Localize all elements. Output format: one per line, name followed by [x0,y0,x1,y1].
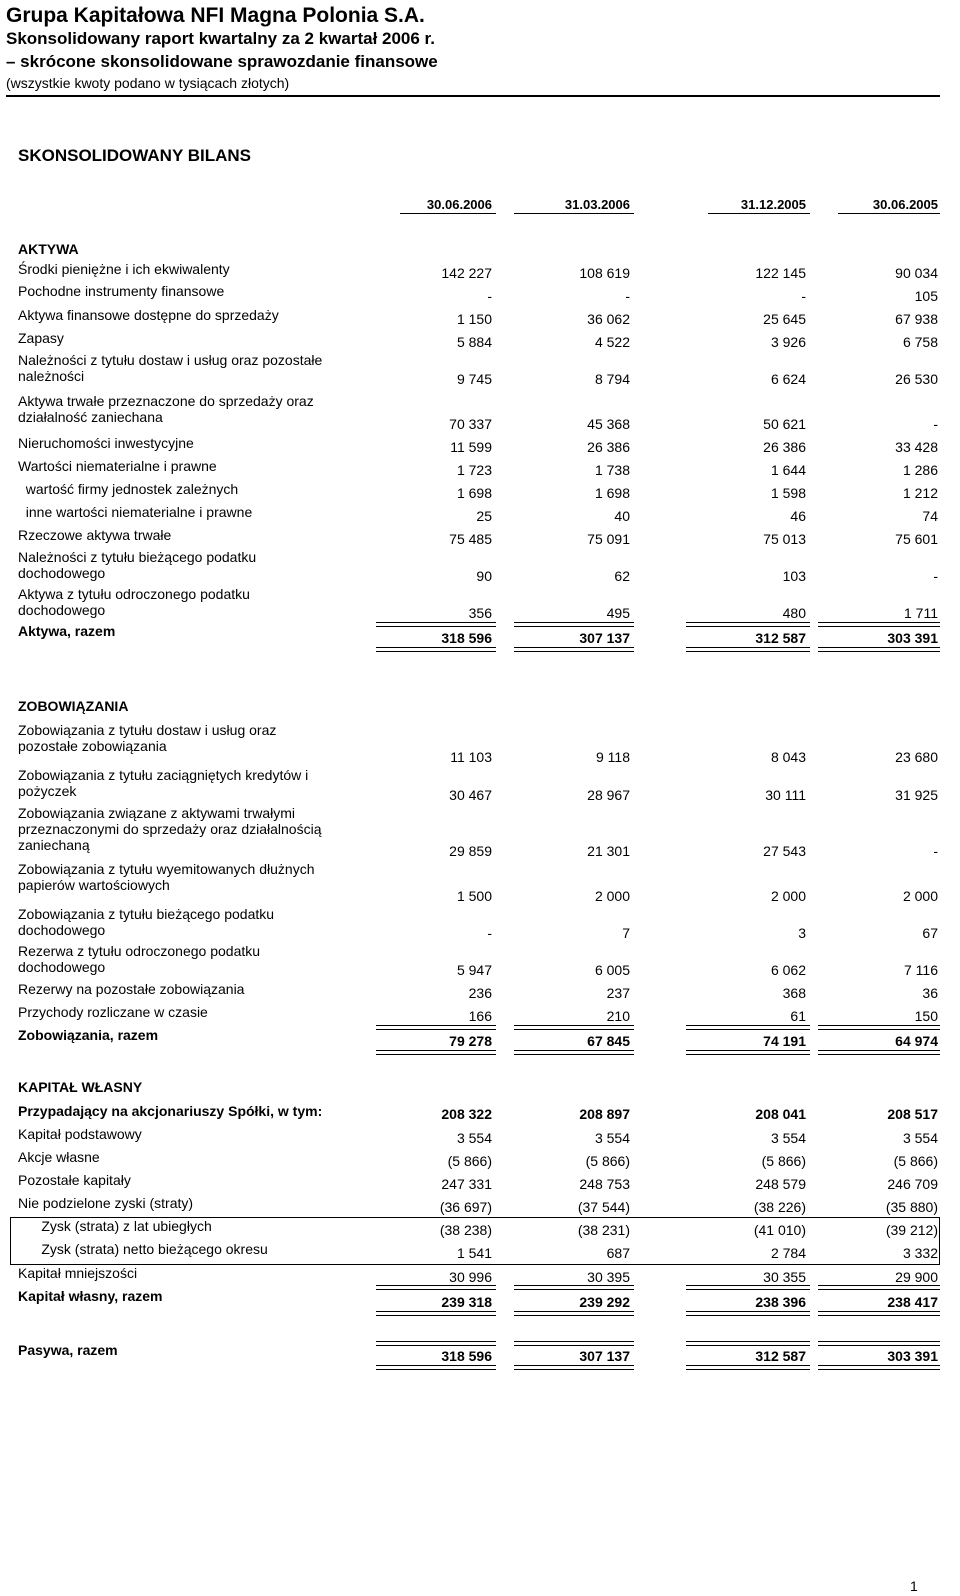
row-value: 1 286 [902,462,938,478]
row-value: 67 938 [895,311,938,327]
row-value: 1 644 [770,462,806,478]
row-value: 5 884 [456,334,492,350]
row-value: 1 698 [594,485,630,501]
row-label: inne wartości niematerialne i prawne [18,504,253,520]
row-value: 246 709 [887,1176,938,1192]
row-value: 30 355 [763,1269,806,1285]
row-value: 166 [468,1008,492,1024]
row-label: Pochodne instrumenty finansowe [18,283,225,299]
total-rule [686,1285,810,1290]
row-value: 687 [606,1245,630,1261]
row-value: - [625,288,630,304]
row-value: - [933,568,938,584]
total-rule [376,1311,496,1316]
row-label: Kapitał podstawowy [18,1126,142,1142]
row-value: 237 [606,985,630,1001]
row-value: 236 [468,985,492,1001]
row-label: Zobowiązania z tytułu dostaw i usług oraz pozostałe zobowiązania [18,722,277,754]
total-rule [686,647,810,652]
row-value: (38 238) [439,1222,492,1238]
total-rule [686,1341,810,1346]
row-value: 7 [622,925,630,941]
row-value: 1 738 [594,462,630,478]
row-value: 33 428 [895,439,938,455]
row-label: Akcje własne [18,1149,100,1165]
row-value: - [933,416,938,432]
row-value: 4 522 [594,334,630,350]
row-value: 1 212 [902,485,938,501]
row-label: Kapitał mniejszości [18,1265,138,1281]
row-value: 108 619 [579,265,630,281]
row-label: Należności z tytułu bieżącego podatku dochodowego [18,549,257,581]
total-value: 208 041 [755,1106,806,1122]
row-value: 6 758 [902,334,938,350]
column-header: 31.03.2006 [564,197,630,212]
row-value: 61 [790,1008,806,1024]
row-value: - [933,843,938,859]
row-label: Rezerwy na pozostałe zobowiązania [18,981,245,997]
row-value: 1 698 [456,485,492,501]
row-value: 210 [606,1008,630,1024]
row-value: 25 645 [763,311,806,327]
row-value: 103 [782,568,806,584]
row-value: 150 [914,1008,938,1024]
report-subtitle: – skrócone skonsolidowane sprawozdanie finansowe [6,52,438,71]
total-label: Przypadający na akcjonariuszy Spółki, w tym: [18,1103,323,1119]
column-header-rule [838,213,940,214]
row-value: 11 599 [450,439,492,455]
row-value: 27 543 [763,843,806,859]
row-label: Nieruchomości inwestycyjne [18,435,194,451]
row-value: 248 753 [579,1176,630,1192]
row-value: 23 680 [895,749,938,765]
column-header: 31.12.2005 [740,197,806,212]
row-value: 1 598 [770,485,806,501]
total-value: 238 396 [755,1294,806,1310]
total-rule [514,1365,634,1370]
total-value: 74 191 [763,1033,806,1049]
total-value: 79 278 [449,1033,492,1049]
row-label: Przychody rozliczane w czasie [18,1004,208,1020]
total-value: 239 318 [441,1294,492,1310]
row-value: 3 332 [902,1245,938,1261]
row-value: 3 [798,925,806,941]
total-rule [376,1050,496,1055]
row-value: 36 062 [587,311,630,327]
row-label: Pozostałe kapitały [18,1172,131,1188]
header-rule [6,95,940,97]
row-value: 105 [914,288,938,304]
total-rule [818,1285,940,1290]
row-value: 31 925 [895,787,938,803]
row-value: 30 395 [587,1269,630,1285]
row-value: 2 000 [902,888,938,904]
row-label: Zobowiązania z tytułu wyemitowanych dłużnych papierów wartościowych [18,861,315,893]
row-value: 9 745 [456,371,492,387]
column-header-rule [708,213,810,214]
row-value: 122 145 [755,265,806,281]
row-value: 28 967 [587,787,630,803]
row-value: 2 000 [594,888,630,904]
amounts-note: (wszystkie kwoty podano w tysiącach złotych) [6,75,290,91]
row-value: - [801,288,806,304]
page-number: 1 [910,1578,918,1594]
row-label: Rzeczowe aktywa trwałe [18,527,172,543]
total-value: 312 587 [755,630,806,646]
row-value: 368 [782,985,806,1001]
total-rule [514,1285,634,1290]
row-value: 26 386 [587,439,630,455]
company-title: Grupa Kapitałowa NFI Magna Polonia S.A. [6,4,425,27]
row-label: Aktywa finansowe dostępne do sprzedaży [18,307,279,323]
total-rule [686,1025,810,1030]
liabilities-heading: ZOBOWIĄZANIA [18,698,129,714]
total-rule [376,1285,496,1290]
total-rule [376,647,496,652]
total-rule [376,1365,496,1370]
row-value: 1 541 [456,1245,492,1261]
row-value: - [487,925,492,941]
row-value: 30 111 [765,787,806,803]
column-header-rule [514,213,634,214]
total-value: 307 137 [579,1348,630,1364]
total-value: 208 897 [579,1106,630,1122]
row-value: 142 227 [441,265,492,281]
total-rule [376,622,496,627]
row-value: (36 697) [439,1199,492,1215]
row-value: 3 554 [902,1130,938,1146]
row-value: 9 118 [596,749,630,765]
total-rule [818,1311,940,1316]
row-value: 356 [468,605,492,621]
row-value: (37 544) [577,1199,630,1215]
row-value: 90 034 [895,265,938,281]
row-label: Należności z tytułu dostaw i usług oraz pozostałe należności [18,352,323,384]
row-value: (5 866) [585,1153,630,1169]
row-value: 1 150 [456,311,492,327]
total-value: 318 596 [441,1348,492,1364]
total-rule [376,1025,496,1030]
total-value: 312 587 [755,1348,806,1364]
total-value: 208 322 [441,1106,492,1122]
row-value: 62 [614,568,630,584]
total-rule [686,622,810,627]
total-value: 238 417 [887,1294,938,1310]
row-value: 7 116 [904,962,938,978]
row-value: 29 859 [449,843,492,859]
row-value: 3 926 [770,334,806,350]
row-value: (5 866) [893,1153,938,1169]
total-rule [818,1025,940,1030]
assets-heading: AKTYWA [18,241,79,257]
row-label: Aktywa z tytułu odroczonego podatku dochodowego [18,586,250,618]
total-value: 239 292 [579,1294,630,1310]
row-value: (38 231) [577,1222,630,1238]
total-label: Pasywa, razem [18,1342,118,1358]
row-value: 26 386 [763,439,806,455]
row-value: 40 [614,508,630,524]
row-value: 2 784 [770,1245,806,1261]
row-value: 6 624 [770,371,806,387]
total-rule [514,1025,634,1030]
row-value: (41 010) [753,1222,806,1238]
total-value: 64 974 [895,1033,938,1049]
row-label: Zobowiązania z tytułu bieżącego podatku dochodowego [18,906,275,938]
row-label: Środki pieniężne i ich ekwiwalenty [18,261,230,277]
row-value: 36 [922,985,938,1001]
row-value: (39 212) [885,1222,938,1238]
row-label: Rezerwa z tytułu odroczonego podatku dochodowego [18,943,261,975]
row-value: 8 043 [770,749,806,765]
total-value: 67 845 [587,1033,630,1049]
balance-sheet-title: SKONSOLIDOWANY BILANS [18,146,251,165]
row-label: Zobowiązania z tytułu zaciągniętych kredytów i pożyczek [18,767,309,799]
total-value: 208 517 [887,1106,938,1122]
row-value: 75 601 [895,531,938,547]
row-value: 3 554 [594,1130,630,1146]
total-label: Kapitał własny, razem [18,1288,163,1304]
total-value: 318 596 [441,630,492,646]
row-value: 1 500 [456,888,492,904]
row-value: 75 091 [587,531,630,547]
total-rule [818,647,940,652]
row-value: 45 368 [587,416,630,432]
total-rule [686,1311,810,1316]
equity-heading: KAPITAŁ WŁASNY [18,1079,143,1095]
row-value: 74 [922,508,938,524]
row-value: 21 301 [587,843,630,859]
row-label: Aktywa trwałe przeznaczone do sprzedaży oraz działalność zaniechana [18,393,314,425]
total-rule [514,647,634,652]
row-value: 90 [476,568,492,584]
total-rule [818,1050,940,1055]
total-rule [686,1365,810,1370]
total-rule [514,1341,634,1346]
report-title: Skonsolidowany raport kwartalny za 2 kwartał 2006 r. [6,29,435,48]
row-value: 3 554 [770,1130,806,1146]
total-label: Aktywa, razem [18,623,116,639]
column-header-rule [400,213,496,214]
total-rule [514,1311,634,1316]
row-value: 11 103 [450,749,492,765]
total-value: 303 391 [887,630,938,646]
total-label: Zobowiązania, razem [18,1027,159,1043]
row-label: Zobowiązania związane z aktywami trwałymi przeznaczonymi do sprzedaży oraz działalnością zaniechaną [18,805,322,853]
row-value: 495 [606,605,630,621]
row-value: (5 866) [447,1153,492,1169]
row-value: (38 226) [753,1199,806,1215]
row-value: (35 880) [885,1199,938,1215]
row-value: 2 000 [770,888,806,904]
row-value: 75 013 [763,531,806,547]
row-label: Nie podzielone zyski (straty) [18,1195,194,1211]
row-value: 46 [790,508,806,524]
total-rule [514,1050,634,1055]
row-value: 6 062 [770,962,806,978]
row-value: 1 723 [456,462,492,478]
row-value: 30 996 [449,1269,492,1285]
row-value: 248 579 [755,1176,806,1192]
row-value: 8 794 [594,371,630,387]
row-value: 25 [476,508,492,524]
row-value: 1 711 [904,605,938,621]
row-value: (5 866) [761,1153,806,1169]
row-value: 29 900 [895,1269,938,1285]
total-rule [818,1341,940,1346]
row-label: Zysk (strata) netto bieżącego okresu [18,1241,268,1257]
row-value: 30 467 [449,787,492,803]
row-value: - [487,288,492,304]
column-header: 30.06.2005 [872,197,938,212]
row-label: Zapasy [18,330,64,346]
total-value: 307 137 [579,630,630,646]
row-label: Zysk (strata) z lat ubiegłych [18,1218,212,1234]
total-value: 303 391 [887,1348,938,1364]
row-value: 247 331 [441,1176,492,1192]
total-rule [818,1365,940,1370]
row-value: 3 554 [456,1130,492,1146]
total-rule [686,1050,810,1055]
row-value: 26 530 [895,371,938,387]
total-rule [376,1341,496,1346]
total-rule [514,622,634,627]
row-value: 70 337 [449,416,492,432]
row-value: 75 485 [449,531,492,547]
row-value: 480 [782,605,806,621]
row-value: 67 [922,925,938,941]
column-header: 30.06.2006 [426,197,492,212]
total-rule [818,622,940,627]
row-value: 6 005 [594,962,630,978]
row-value: 5 947 [456,962,492,978]
row-label: Wartości niematerialne i prawne [18,458,217,474]
row-value: 50 621 [763,416,806,432]
row-label: wartość firmy jednostek zależnych [18,481,239,497]
